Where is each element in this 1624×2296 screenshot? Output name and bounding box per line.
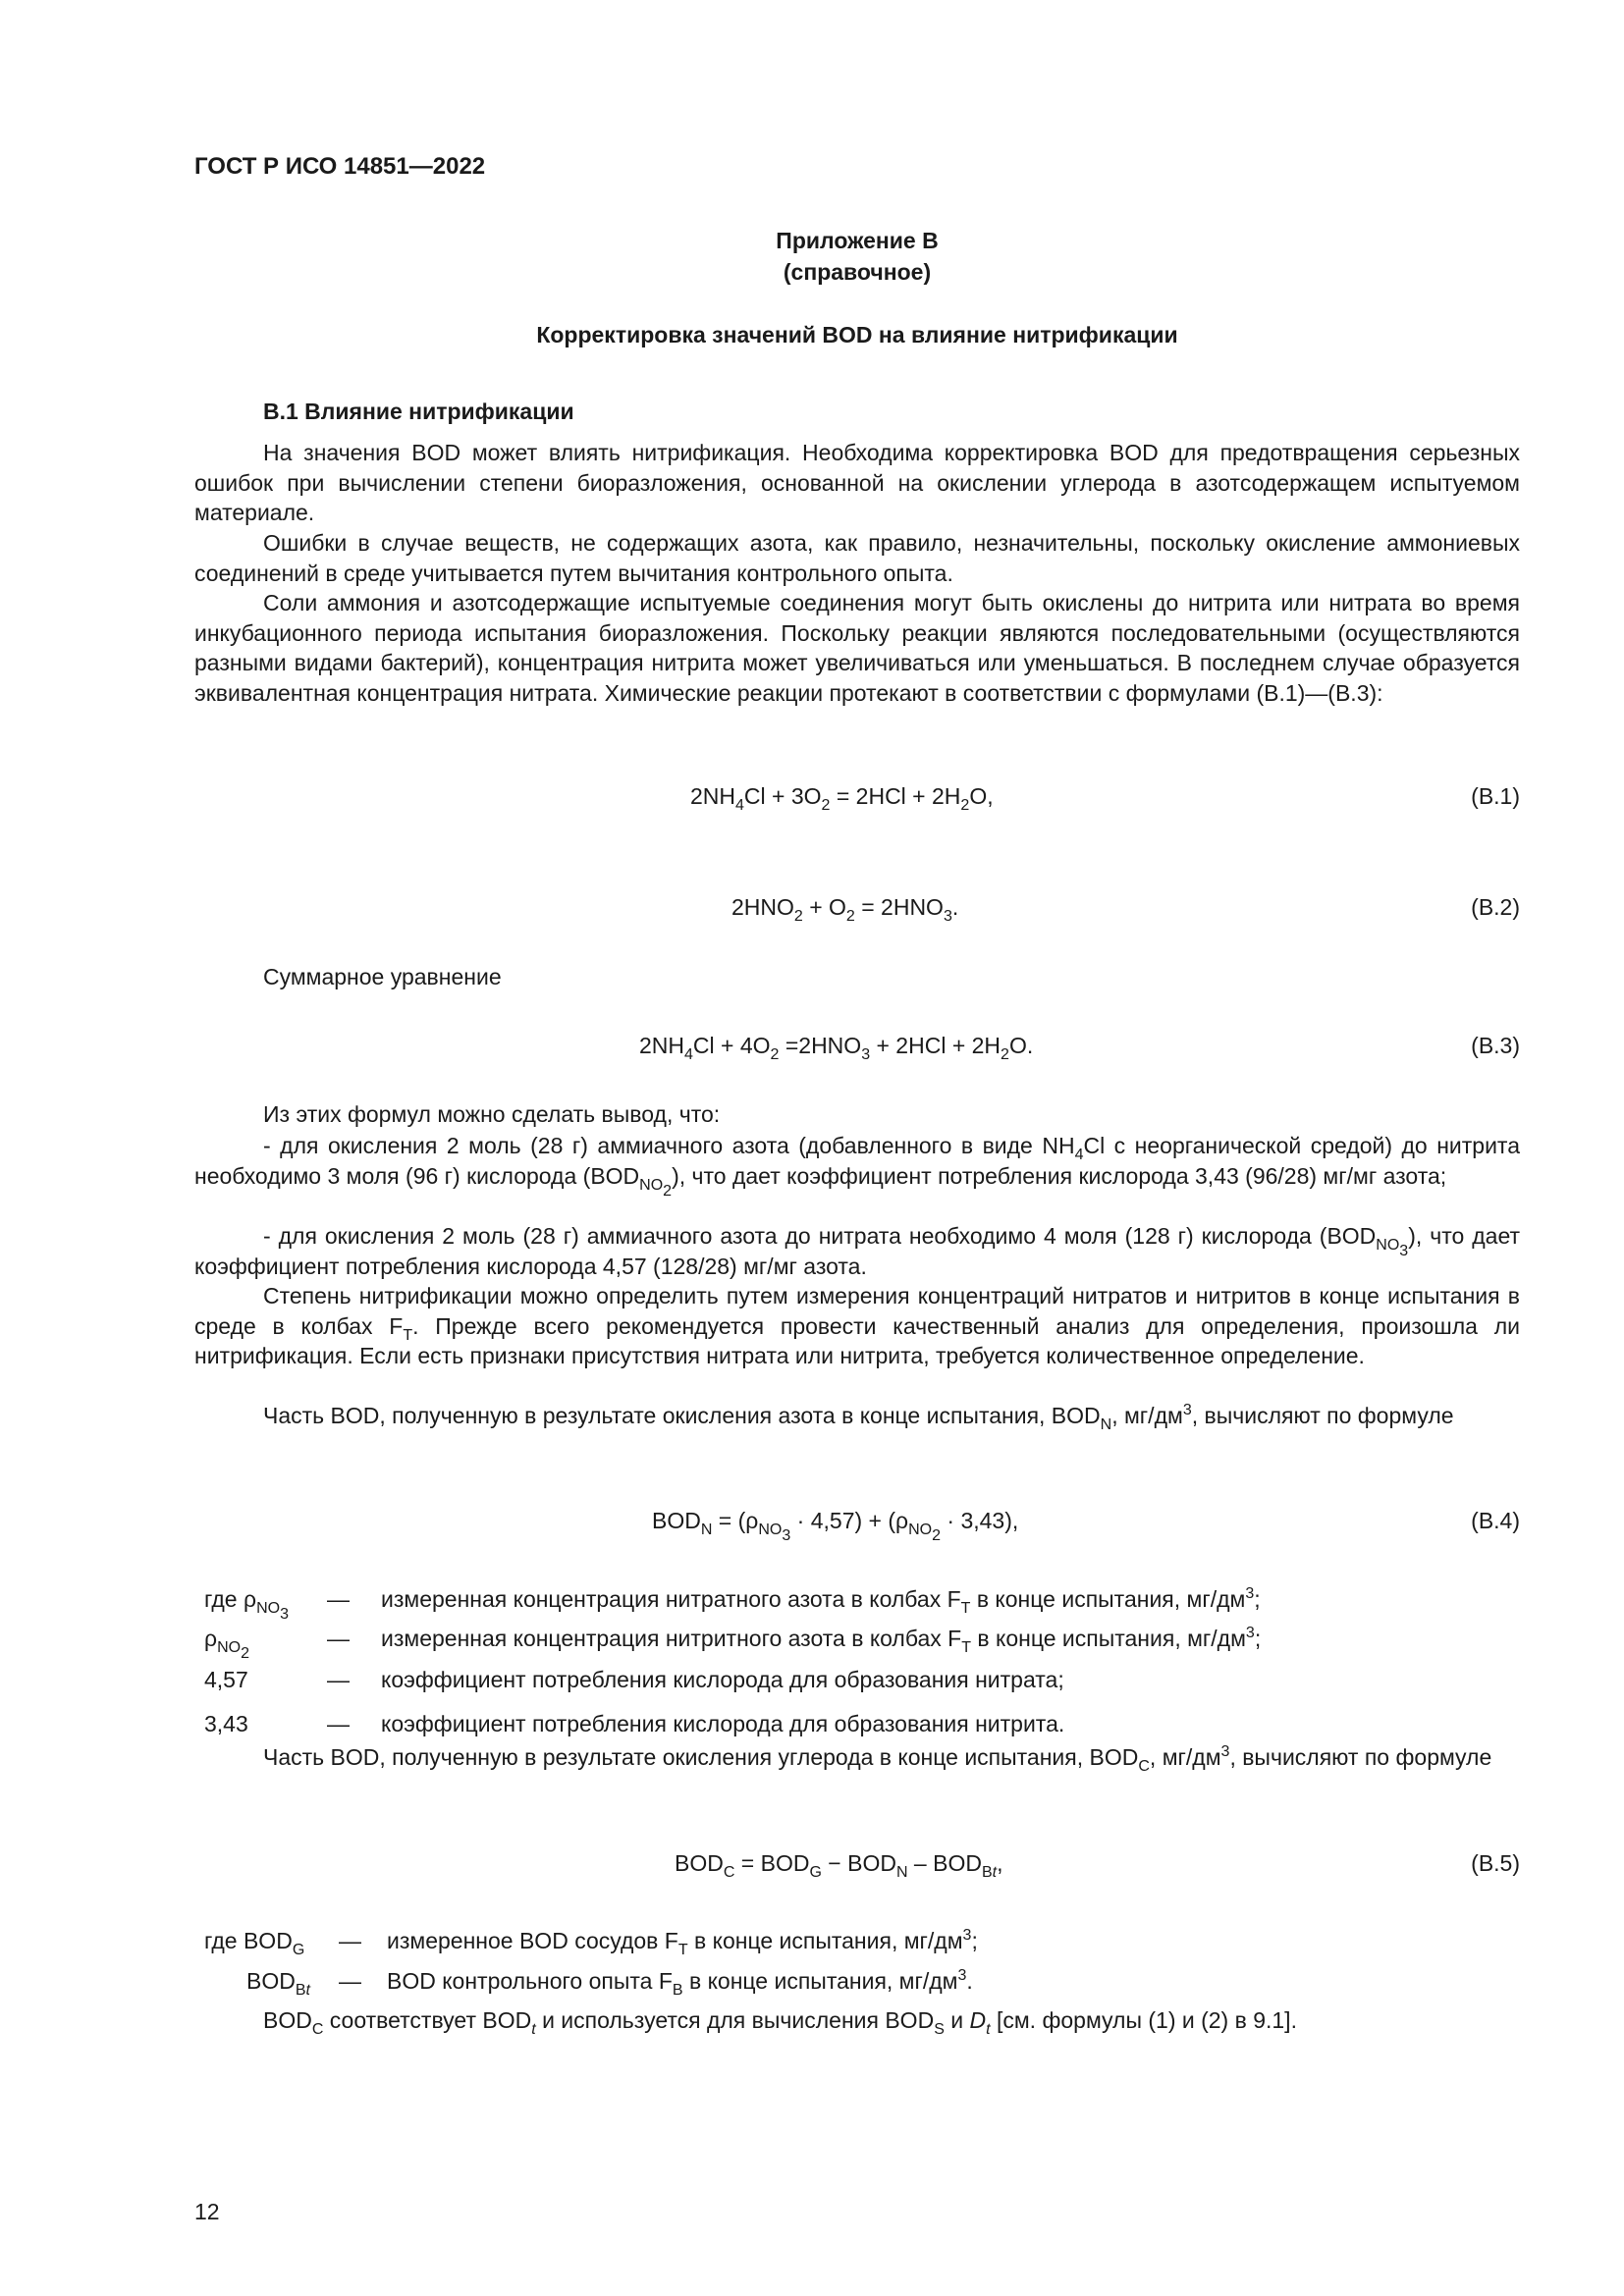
where-b4-symbol-1: где $\rho_{NO_3}$ <box>204 1586 289 1623</box>
final-statement: $BOD_C$ соответствует $BOD_t$ и используется для вычисления $BOD_S$ и $D_t$ [см. формулы (1) и (2) в 9.1]. <box>263 2007 1297 2038</box>
section-title: В.1 Влияние нитрификации <box>263 399 574 424</box>
where-b4-desc-3: коэффициент потребления кислорода для образования нитрата; <box>381 1667 1064 1692</box>
formula-b5-number: (В.5) <box>1471 1850 1520 1876</box>
paragraph-3: Соли аммония и азотсодержащие испытуемые соединения могут быть окислены до нитрита или нитрата во время инкубационного периода испытания биоразложения. Поскольку реакции являются последовательными (осуществляются разными видами бактерий), концентрация нитрита может увеличиваться или уменьшаться. В последнем случае образуется эквивалентная концентрация нитрата. Химические реакции протекают в соответствии с формулами (В.1)—(В.3): <box>194 590 1520 706</box>
conclusion-item-2: - для окисления 2 моль (28 г) аммиачного азота до нитрата необходимо 4 моля (128 г) кислорода $(BOD_{NO_3})$, что дает коэффициент потребления кислорода 4,57 (128/28) мг/мг азота. <box>194 1223 1521 1279</box>
where-b4-symbol-3: 4,57 <box>204 1667 248 1692</box>
where-b4-dash-4: — <box>327 1711 350 1736</box>
conclusion-intro: Из этих формул можно сделать вывод, что: <box>263 1101 721 1127</box>
where-b5-dash-2: — <box>339 1968 361 1994</box>
appendix-heading: Корректировка значений BOD на влияние нитрификации <box>536 322 1178 347</box>
where-b4-dash-1: — <box>327 1586 350 1612</box>
formula-b2-number: (В.2) <box>1471 894 1520 920</box>
page-number: 12 <box>194 2199 220 2224</box>
where-b4-dash-2: — <box>327 1626 350 1651</box>
formula-b3-number: (В.3) <box>1471 1033 1520 1058</box>
where-b4-dash-3: — <box>327 1667 350 1692</box>
paragraph-6: Часть BOD, полученную в результате окисления углерода в конце испытания, $BOD_C$, $мг/дм^3$, вычисляют по формуле <box>263 1743 1492 1775</box>
where-b5-dash-1: — <box>339 1928 361 1953</box>
where-b4-desc-4: коэффициент потребления кислорода для образования нитрита. <box>381 1711 1065 1736</box>
where-b4-symbol-2: $\rho_{NO_2}$ <box>204 1626 249 1662</box>
formula-b4-number: (В.4) <box>1471 1508 1520 1533</box>
formula-b2: $2HNO_2 + O_2 = 2HNO_3$. <box>731 894 959 925</box>
summary-label: Суммарное уравнение <box>263 964 502 989</box>
formula-b1-number: (В.1) <box>1471 783 1520 809</box>
formula-b4: $BOD_N = (\rho_{NO_3} \cdot 4,57) + (\rho_{NO_2} \cdot 3,43)$, <box>652 1508 1019 1544</box>
paragraph-4: Степень нитрификации можно определить путем измерения концентраций нитратов и нитритов в конце испытания в среде в колбах $F_T$. Прежде всего рекомендуется провести качественный анализ для определения, произошла ли нитрификация. Если есть признаки присутствия нитрата или нитрита, требуется количественное определение. <box>194 1283 1520 1369</box>
formula-b1: $2NH_4Cl + 3O_2 = 2HCl + 2H_2O$, <box>690 783 994 814</box>
where-b4-desc-1: измеренная концентрация нитратного азота в колбах $F_T$ в конце испытания, $мг/дм^3$; <box>381 1585 1261 1617</box>
where-b4-symbol-4: 3,43 <box>204 1711 248 1736</box>
conclusion-item-1: - для окисления 2 моль (28 г) аммиачного азота (добавленного в виде $NH_4Cl$ с неорганической средой) до нитрита необходимо 3 моля (96 г) кислорода $(BOD_{NO_2})$, что дает коэффициент потребления кислорода 3,43 (96/28) мг/мг азота; <box>194 1133 1520 1200</box>
paragraph-2: Ошибки в случае веществ, не содержащих азота, как правило, незначительны, поскольку окисление аммониевых соединений в среде учитывается путем вычитания контрольного опыта. <box>194 530 1520 586</box>
where-b5-symbol-2: $BOD_{Bt}$ <box>246 1968 310 1999</box>
where-b5-symbol-1: где $BOD_G$ <box>204 1928 305 1958</box>
appendix-title: Приложение В <box>776 228 939 253</box>
document-code: ГОСТ Р ИСО 14851—2022 <box>194 153 486 180</box>
paragraph-5: Часть BOD, полученную в результате окисления азота в конце испытания, $BOD_N$, $мг/дм^3$, вычисляют по формуле <box>263 1402 1454 1433</box>
where-b4-desc-2: измеренная концентрация нитритного азота в колбах $F_T$ в конце испытания, $мг/дм^3$; <box>381 1625 1262 1656</box>
formula-b3: $2NH_4Cl + 4O_2 =2HNO_3 + 2HCl + 2H_2O$. <box>639 1033 1034 1063</box>
appendix-status: (справочное) <box>783 259 932 285</box>
where-b5-desc-1: измеренное BOD сосудов $F_T$ в конце испытания, $мг/дм^3$; <box>387 1927 978 1958</box>
where-b5-desc-2: BOD контрольного опыта $F_B$ в конце испытания, $мг/дм^3$. <box>387 1967 973 1999</box>
formula-b5: $BOD_C = BOD_G - BOD_N - BOD_{Bt}$, <box>675 1850 1003 1881</box>
paragraph-1: На значения BOD может влиять нитрификация. Необходима корректировка BOD для предотвращения серьезных ошибок при вычислении степени биоразложения, основанной на окислении углерода в азотсодержащем испытуемом материале. <box>194 440 1520 526</box>
